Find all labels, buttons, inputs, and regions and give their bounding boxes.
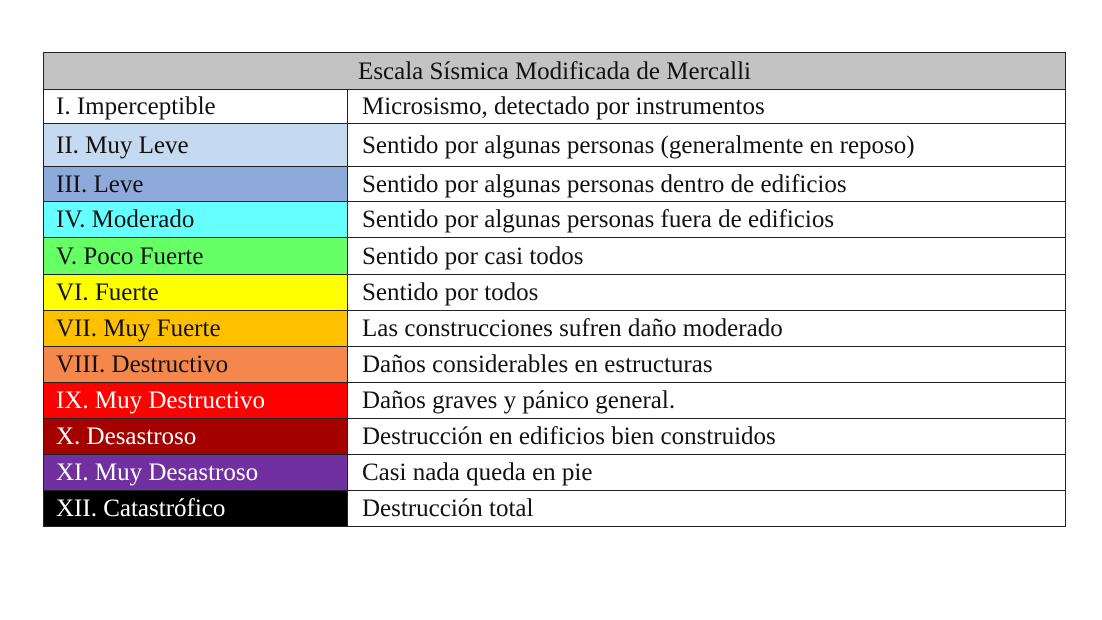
table-header-row (44, 53, 1066, 90)
table-body (44, 90, 1066, 527)
table-row (44, 167, 1066, 202)
intensity-level-cell: XI. Muy Desastroso (44, 455, 348, 491)
intensity-description-cell: Destrucción en edificios bien construidos (348, 419, 1066, 455)
intensity-description-cell: Sentido por algunas personas fuera de edificios (348, 202, 1066, 238)
intensity-level-cell: IX. Muy Destructivo (44, 383, 348, 419)
mercalli-scale-table (43, 52, 1066, 527)
intensity-level-cell: VI. Fuerte (44, 275, 348, 311)
table-row (44, 311, 1066, 347)
intensity-description-cell: Casi nada queda en pie (348, 455, 1066, 491)
intensity-description-cell: Las construcciones sufren daño moderado (348, 311, 1066, 347)
intensity-level-cell: I. Imperceptible (44, 90, 348, 124)
table-row (44, 275, 1066, 311)
intensity-description-cell: Daños considerables en estructuras (348, 347, 1066, 383)
intensity-description-cell: Microsismo, detectado por instrumentos (348, 90, 1066, 124)
intensity-description-cell: Sentido por algunas personas dentro de edificios (348, 167, 1066, 202)
table-row (44, 347, 1066, 383)
intensity-level-cell: IV. Moderado (44, 202, 348, 238)
intensity-level-cell: III. Leve (44, 167, 348, 202)
table-row (44, 491, 1066, 527)
table-row (44, 455, 1066, 491)
table-row (44, 238, 1066, 275)
intensity-level-cell: X. Desastroso (44, 419, 348, 455)
intensity-description-cell: Sentido por todos (348, 275, 1066, 311)
intensity-level-cell: VIII. Destructivo (44, 347, 348, 383)
table-row (44, 383, 1066, 419)
table-row (44, 202, 1066, 238)
intensity-description-cell: Destrucción total (348, 491, 1066, 527)
intensity-level-cell: VII. Muy Fuerte (44, 311, 348, 347)
intensity-level-cell: II. Muy Leve (44, 124, 348, 167)
table-row (44, 90, 1066, 124)
intensity-description-cell: Sentido por algunas personas (generalmente en reposo) (348, 124, 1066, 167)
table-row (44, 124, 1066, 167)
intensity-description-cell: Sentido por casi todos (348, 238, 1066, 275)
intensity-description-cell: Daños graves y pánico general. (348, 383, 1066, 419)
intensity-level-cell: V. Poco Fuerte (44, 238, 348, 275)
intensity-level-cell: XII. Catastrófico (44, 491, 348, 527)
table-row (44, 419, 1066, 455)
table-title: Escala Sísmica Modificada de Mercalli (44, 53, 1066, 90)
